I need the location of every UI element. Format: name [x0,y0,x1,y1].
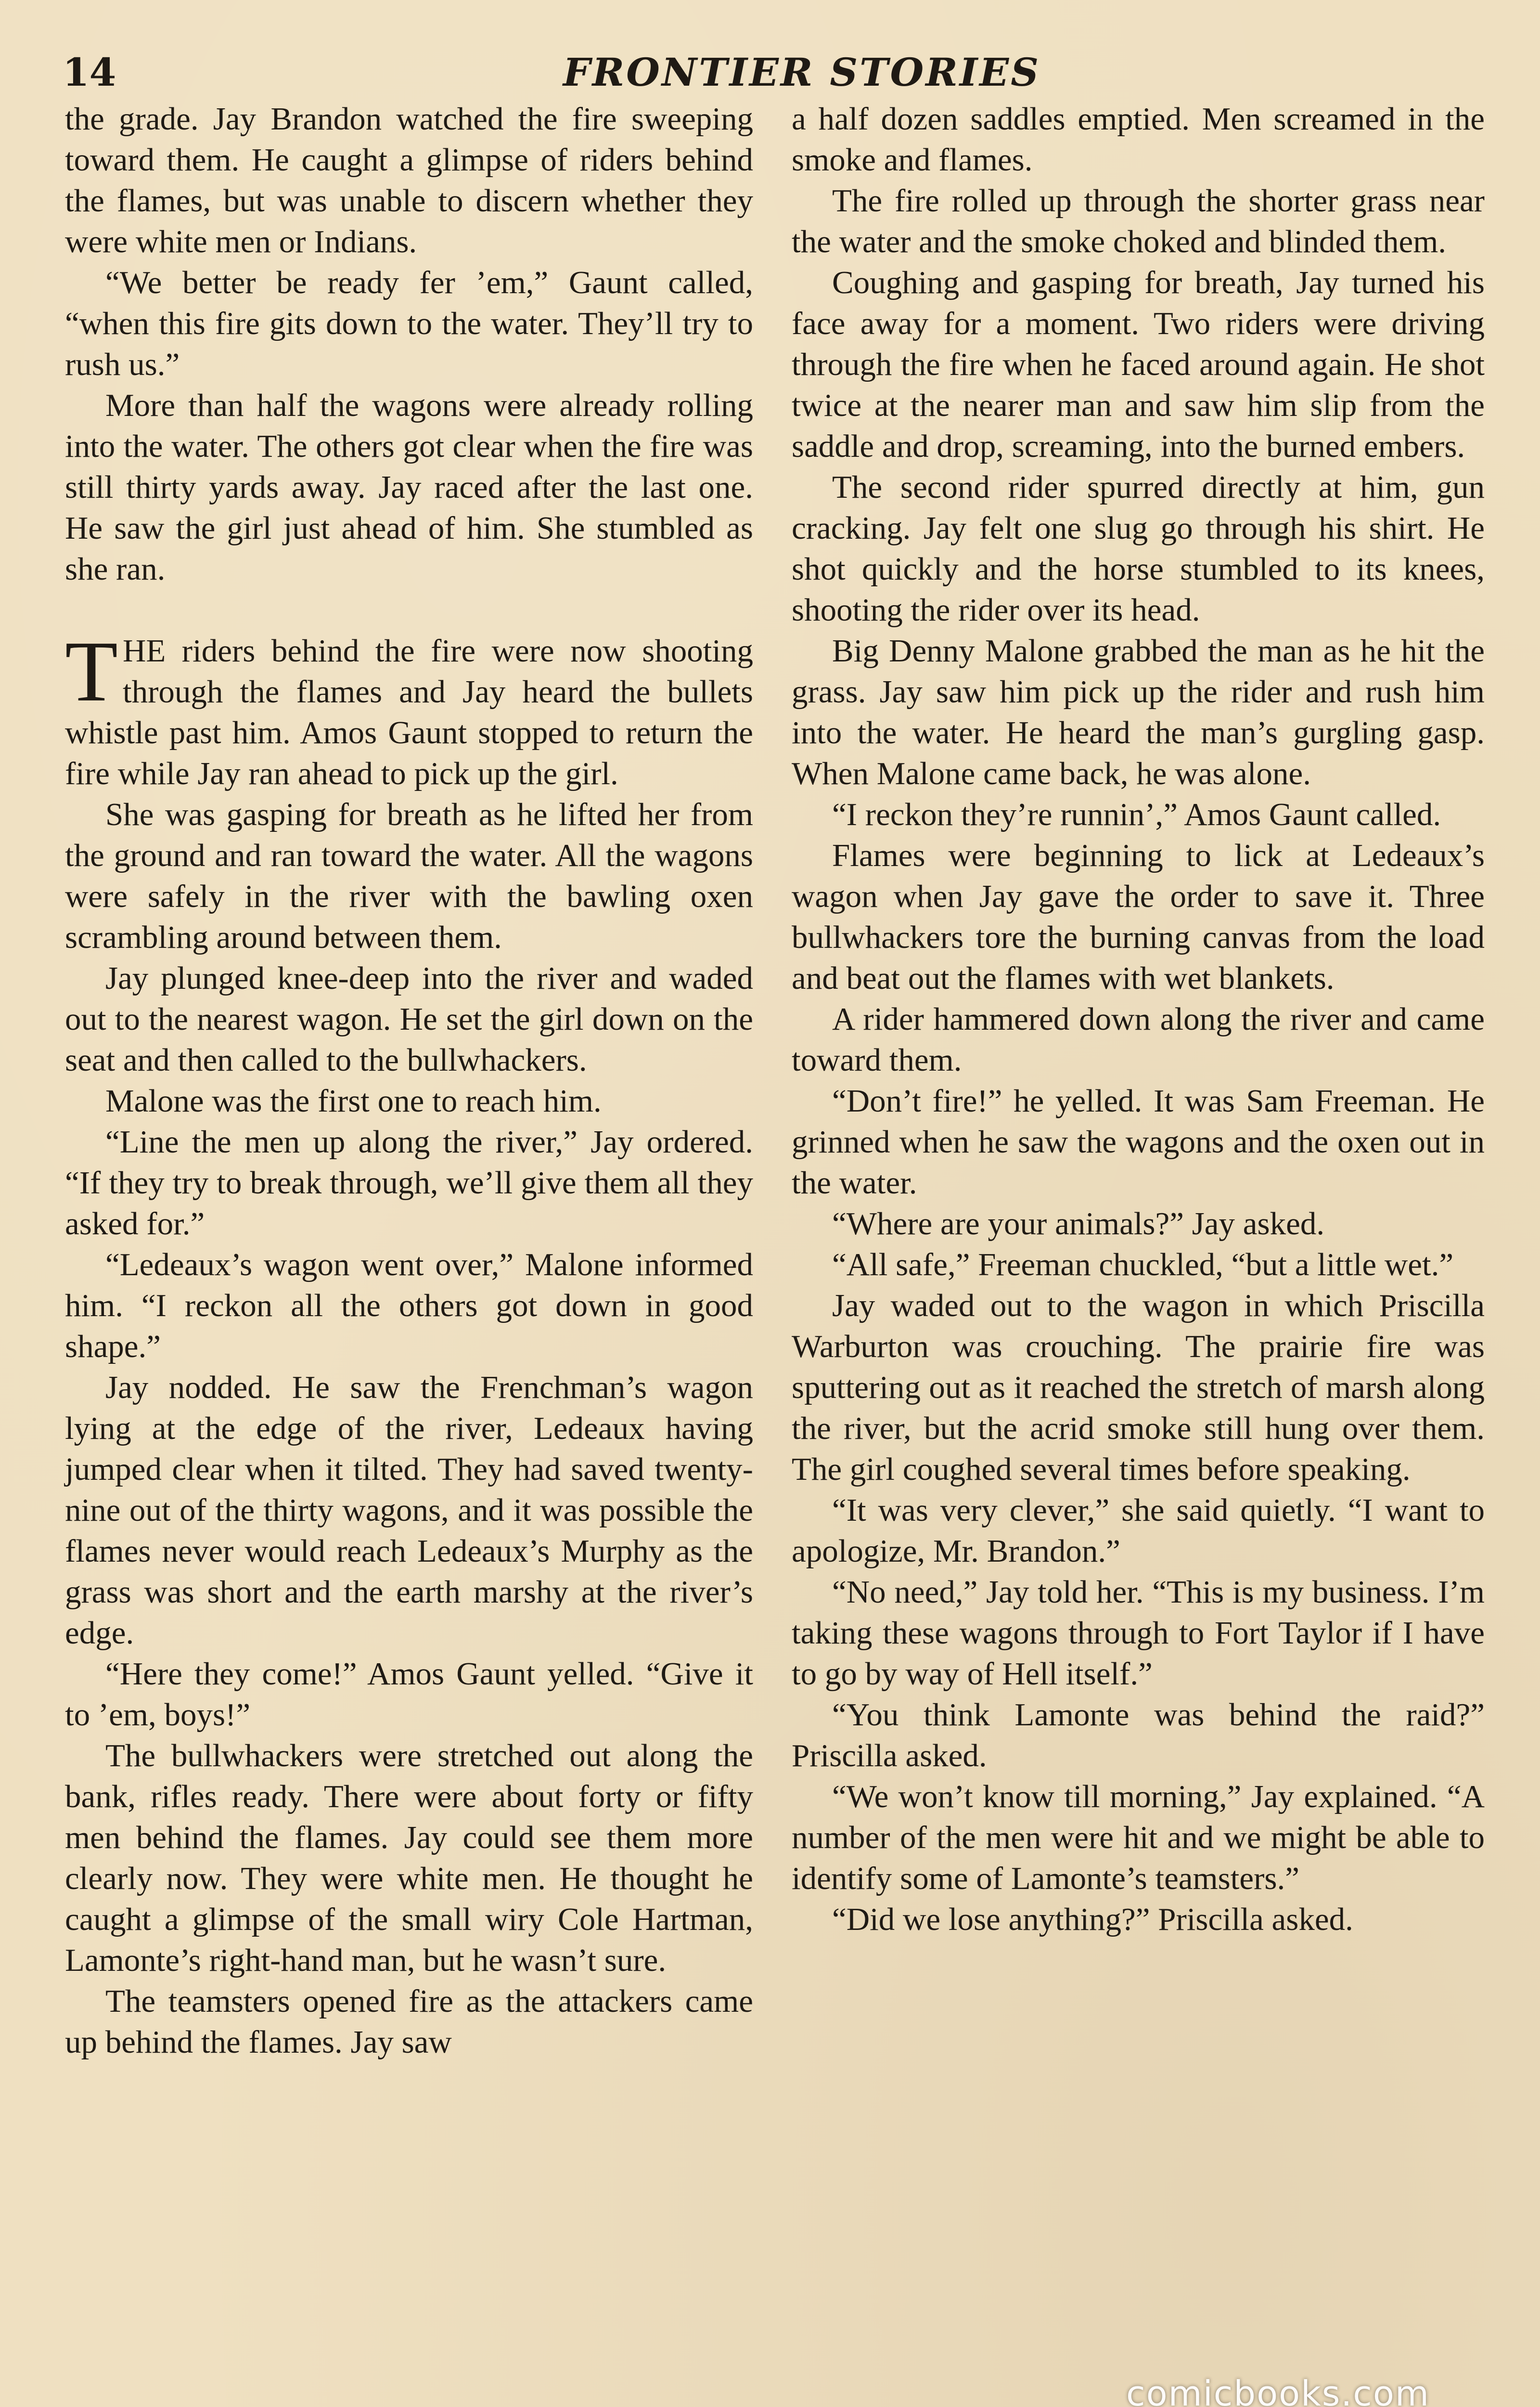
paragraph: The second rider spurred directly at him, gun cracking. Jay felt one slug go through his shirt. He shot quickly and the horse stumbled to its knees, shooting the rider over its head. [792,469,1485,628]
paragraph: “Line the men up along the river,” Jay ordered. “If they try to break through, we’ll give them all they asked for.” [65,1124,753,1242]
paragraph: “I reckon they’re runnin’,” Amos Gaunt called. [832,797,1441,832]
paragraph: the grade. Jay Brandon watched the fire sweeping toward them. He caught a glimpse of riders behind the flames, but was unable to discern whether they were white men or Indians. [65,101,753,259]
paragraph: The fire rolled up through the shorter grass near the water and the smoke choked and blinded them. [792,183,1485,259]
paragraph: “Here they come!” Amos Gaunt yelled. “Give it to ’em, boys!” [65,1656,753,1733]
paragraph: “Did we lose anything?” Priscilla asked. [832,1902,1353,1937]
right-column-body [792,99,1485,1940]
paragraph: “No need,” Jay told her. “This is my business. I’m taking these wagons through to Fort Taylor if I have to go by way of Hell itself.” [792,1574,1485,1692]
right-column [792,99,1485,1940]
paragraph: “Don’t fire!” he yelled. It was Sam Freeman. He grinned when he saw the wagons and the oxen out in the water. [792,1083,1485,1201]
paragraph: Jay nodded. He saw the Frenchman’s wagon lying at the edge of the river, Ledeaux having jumped clear when it tilted. They had saved twenty-nine out of the thirty wagons, and it was possible the flames never would reach Ledeaux’s Murphy as the grass was short and the earth marshy at the river’s edge. [65,1370,753,1651]
paragraph: She was gasping for breath as he lifted her from the ground and ran toward the water. All the wagons were safely in the river with the bawling oxen scrambling around between them. [65,797,753,955]
paragraph: “Where are your animals?” Jay asked. [832,1206,1325,1242]
section-opening-text: HE riders behind the fire were now shooting through the flames and Jay heard the bullets whistle past him. Amos Gaunt stopped to return the fire while Jay ran ahead to pick up the girl. [65,633,753,791]
paragraph: “You think Lamonte was behind the raid?” Priscilla asked. [792,1697,1485,1773]
paragraph: The teamsters opened fire as the attackers came up behind the flames. Jay saw [65,1983,753,2060]
paragraph: Malone was the first one to reach him. [105,1083,602,1119]
left-column-bottom [65,794,753,2063]
paragraph: Jay plunged knee-deep into the river and waded out to the nearest wagon. He set the girl down on the seat and then called to the bullwhackers. [65,960,753,1078]
paragraph: “We better be ready fer ’em,” Gaunt called, “when this fire gits down to the water. They’ll try to rush us.” [65,265,753,382]
paragraph: Coughing and gasping for breath, Jay turned his face away for a moment. Two riders were driving through the fire when he faced around again. He shot twice at the nearer man and saw him slip from the saddle and drop, screaming, into the burned embers. [792,265,1485,464]
running-title: FRONTIER STORIES [563,50,1041,95]
paragraph: The bullwhackers were stretched out along the bank, rifles ready. There were about forty or fifty men behind the flames. Jay could see them more clearly now. They were white men. He thought he caught a glimpse of the small wiry Cole Hartman, Lamonte’s right-hand man, but he wasn’t sure. [65,1738,753,1978]
page-number: 14 [63,50,116,95]
paragraph: “All safe,” Freeman chuckled, “but a little wet.” [832,1247,1454,1282]
section-opening-paragraph [65,623,753,794]
drop-cap: T [65,623,118,719]
paragraph: More than half the wagons were already rolling into the water. The others got clear when the fire was still thirty yards away. Jay raced after the last one. He saw the girl just ahead of him. She stumbled as she ran. [65,388,753,587]
paragraph: A rider hammered down along the river and came toward them. [792,1001,1485,1078]
section-break [65,590,753,631]
watermark: comicbooks.com [1126,2373,1430,2407]
paragraph: “Ledeaux’s wagon went over,” Malone informed him. “I reckon all the others got down in good shape.” [65,1247,753,1364]
paragraph: Jay waded out to the wagon in which Priscilla Warburton was crouching. The prairie fire was sputtering out as it reached the stretch of marsh along the river, but the acrid smoke still hung over them. The girl coughed several times before speaking. [792,1288,1485,1487]
paragraph: Big Denny Malone grabbed the man as he hit the grass. Jay saw him pick up the rider and rush him into the water. He heard the man’s gurgling gasp. When Malone came back, he was alone. [792,633,1485,791]
page-header [63,46,1487,104]
paragraph: a half dozen saddles emptied. Men screamed in the smoke and flames. [792,101,1485,178]
paragraph: Flames were beginning to lick at Ledeaux’s wagon when Jay gave the order to save it. Three bullwhackers tore the burning canvas from the load and beat out the flames with wet blankets. [792,838,1485,996]
left-column [65,99,753,2063]
left-column-top [65,99,753,590]
paragraph: “It was very clever,” she said quietly. “I want to apologize, Mr. Brandon.” [792,1492,1485,1569]
paragraph: “We won’t know till morning,” Jay explained. “A number of the men were hit and we might be able to identify some of Lamonte’s teamsters.” [792,1779,1485,1896]
